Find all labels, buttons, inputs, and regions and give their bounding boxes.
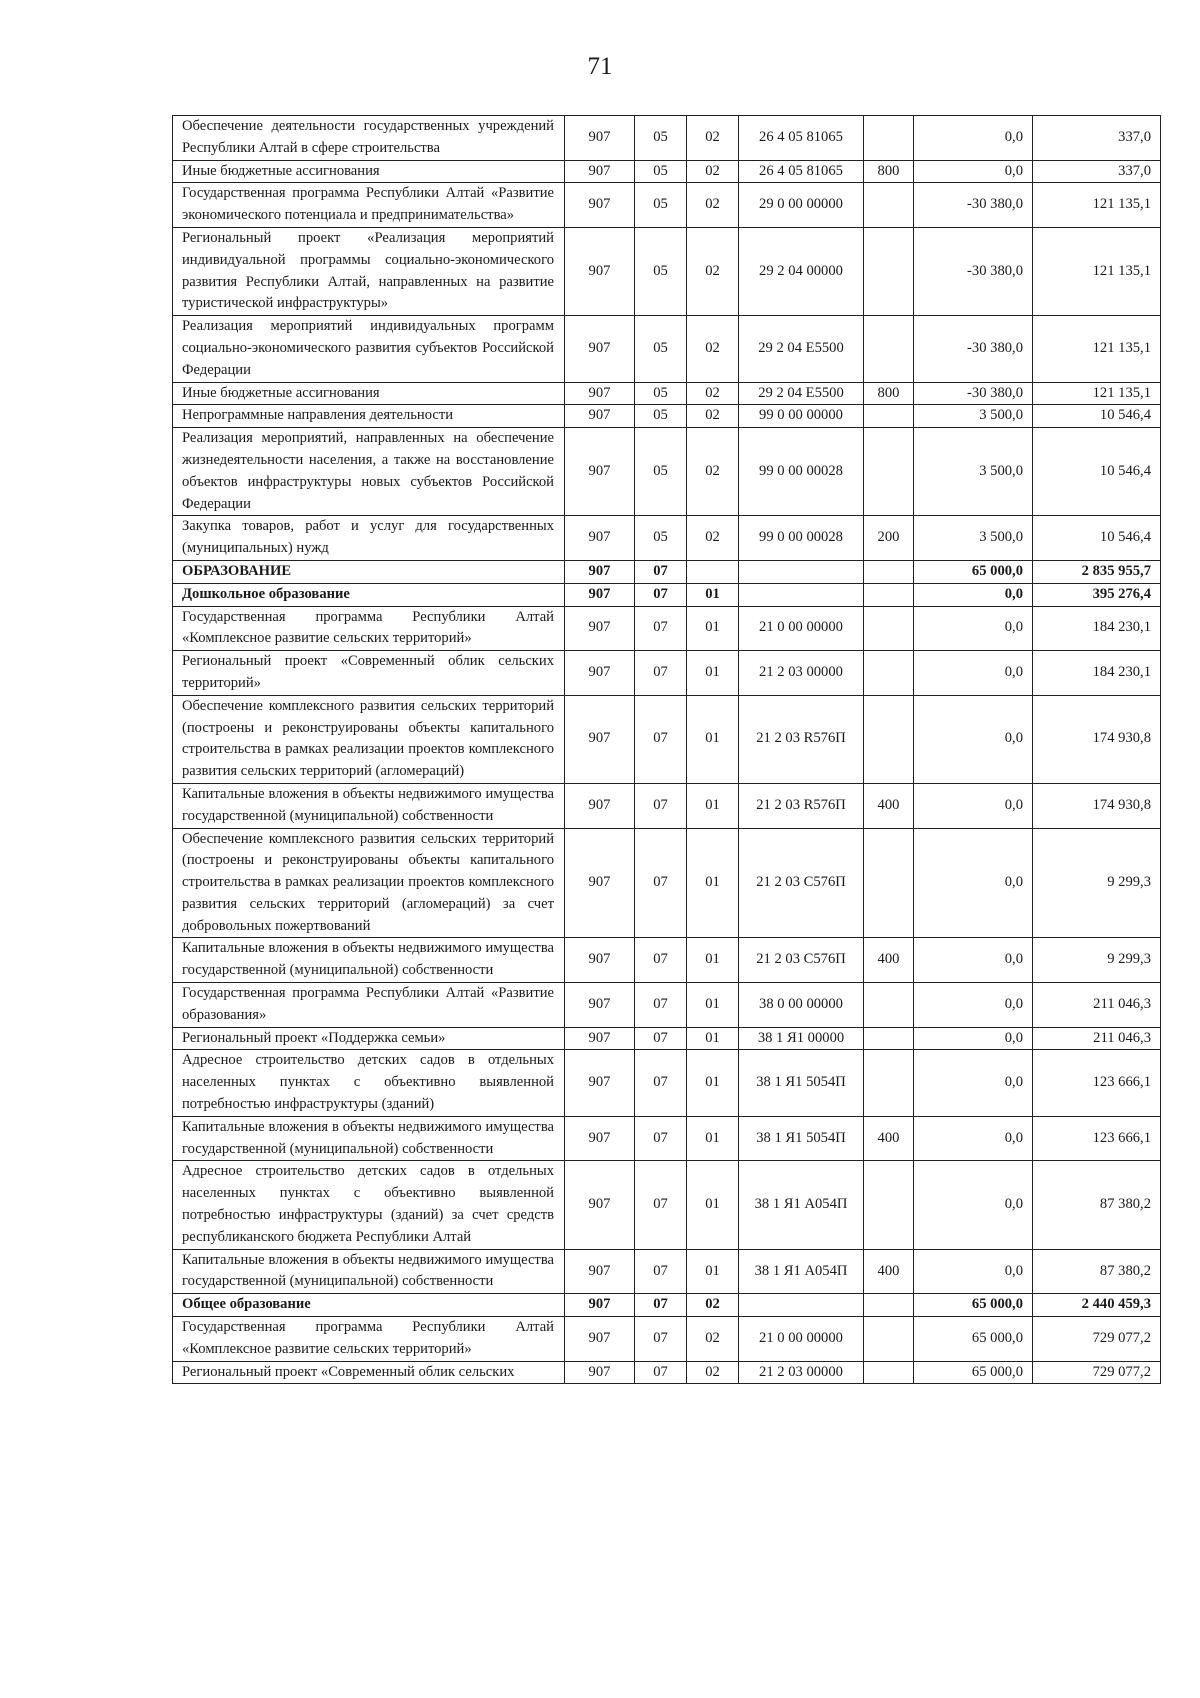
subsection-code-cell: 01 — [687, 1050, 739, 1116]
amount-total-cell: 123 666,1 — [1033, 1116, 1161, 1161]
item-name-cell: Государственная программа Республики Алтай «Развитие образования» — [173, 983, 565, 1028]
section-code-cell: 05 — [635, 227, 687, 315]
item-name-cell: Региональный проект «Современный облик сельских территорий» — [173, 651, 565, 696]
section-code-cell: 07 — [635, 1317, 687, 1362]
grbs-code-cell: 907 — [565, 1294, 635, 1317]
target-article-cell: 38 1 Я1 5054П — [739, 1050, 864, 1116]
amount-total-cell: 174 930,8 — [1033, 783, 1161, 828]
item-name-cell: Обеспечение комплексного развития сельских территорий (построены и реконструированы объекты капитального строительства в рамках реализации проектов комплексного развития сельских территорий (агломераций) — [173, 695, 565, 783]
target-article-cell: 29 0 00 00000 — [739, 183, 864, 228]
expense-type-cell — [864, 983, 914, 1028]
section-code-cell: 07 — [635, 583, 687, 606]
section-code-cell: 07 — [635, 938, 687, 983]
section-code-cell: 05 — [635, 160, 687, 183]
expense-type-cell: 800 — [864, 382, 914, 405]
amount-change-cell: 0,0 — [914, 1050, 1033, 1116]
section-code-cell: 07 — [635, 983, 687, 1028]
section-code-cell: 05 — [635, 316, 687, 382]
subsection-code-cell: 01 — [687, 695, 739, 783]
subsection-code-cell: 01 — [687, 606, 739, 651]
expense-type-cell — [864, 828, 914, 938]
amount-total-cell: 211 046,3 — [1033, 1027, 1161, 1050]
section-code-cell: 07 — [635, 560, 687, 583]
target-article-cell: 21 2 03 C576П — [739, 828, 864, 938]
expense-type-cell — [864, 1050, 914, 1116]
subsection-code-cell: 01 — [687, 1249, 739, 1294]
amount-total-cell: 121 135,1 — [1033, 316, 1161, 382]
amount-change-cell: 0,0 — [914, 938, 1033, 983]
section-code-cell: 05 — [635, 428, 687, 516]
target-article-cell: 21 2 03 R576П — [739, 695, 864, 783]
target-article-cell: 29 2 04 00000 — [739, 227, 864, 315]
expense-type-cell: 800 — [864, 160, 914, 183]
budget-table — [172, 115, 1161, 1384]
item-name-cell: Обеспечение комплексного развития сельских территорий (построены и реконструированы объекты капитального строительства в рамках реализации проектов комплексного развития сельских территорий (агломераций) за счет добровольных пожертвований — [173, 828, 565, 938]
grbs-code-cell: 907 — [565, 695, 635, 783]
table-row — [173, 316, 1161, 382]
grbs-code-cell: 907 — [565, 783, 635, 828]
target-article-cell: 38 1 Я1 A054П — [739, 1249, 864, 1294]
table-row — [173, 516, 1161, 561]
table-row — [173, 606, 1161, 651]
expense-type-cell — [864, 1161, 914, 1249]
section-code-cell: 07 — [635, 1116, 687, 1161]
table-row — [173, 1317, 1161, 1362]
amount-change-cell: -30 380,0 — [914, 382, 1033, 405]
target-article-cell: 38 1 Я1 A054П — [739, 1161, 864, 1249]
subsection-code-cell: 02 — [687, 227, 739, 315]
amount-total-cell: 9 299,3 — [1033, 828, 1161, 938]
item-name-cell: Реализация мероприятий индивидуальных программ социально-экономического развития субъектов Российской Федерации — [173, 316, 565, 382]
amount-total-cell: 337,0 — [1033, 160, 1161, 183]
subsection-code-cell: 01 — [687, 651, 739, 696]
item-name-cell: Региональный проект «Реализация мероприятий индивидуальной программы социально-экономического развития Республики Алтай, направленных на развитие туристической инфраструктуры» — [173, 227, 565, 315]
target-article-cell: 26 4 05 81065 — [739, 160, 864, 183]
amount-change-cell: 0,0 — [914, 828, 1033, 938]
grbs-code-cell: 907 — [565, 560, 635, 583]
amount-change-cell: 65 000,0 — [914, 1294, 1033, 1317]
target-article-cell — [739, 560, 864, 583]
expense-type-cell: 400 — [864, 1249, 914, 1294]
expense-type-cell — [864, 1317, 914, 1362]
amount-change-cell: 0,0 — [914, 1161, 1033, 1249]
item-name-cell: Обеспечение деятельности государственных учреждений Республики Алтай в сфере строительства — [173, 116, 565, 161]
target-article-cell: 99 0 00 00028 — [739, 516, 864, 561]
subsection-code-cell: 01 — [687, 1116, 739, 1161]
grbs-code-cell: 907 — [565, 1249, 635, 1294]
expense-type-cell — [864, 316, 914, 382]
section-code-cell: 07 — [635, 1050, 687, 1116]
expense-type-cell — [864, 1027, 914, 1050]
table-row — [173, 1116, 1161, 1161]
amount-total-cell: 337,0 — [1033, 116, 1161, 161]
target-article-cell — [739, 583, 864, 606]
subsection-code-cell: 01 — [687, 938, 739, 983]
item-name-cell: Реализация мероприятий, направленных на обеспечение жизнедеятельности населения, а также на восстановление объектов инфраструктуры новых субъектов Российской Федерации — [173, 428, 565, 516]
subsection-code-cell: 01 — [687, 783, 739, 828]
table-row — [173, 1161, 1161, 1249]
table-row — [173, 651, 1161, 696]
grbs-code-cell: 907 — [565, 828, 635, 938]
section-code-cell: 07 — [635, 1294, 687, 1317]
target-article-cell: 29 2 04 E5500 — [739, 382, 864, 405]
section-code-cell: 07 — [635, 1027, 687, 1050]
table-row — [173, 583, 1161, 606]
target-article-cell: 38 0 00 00000 — [739, 983, 864, 1028]
page-number: 71 — [587, 53, 613, 80]
section-code-cell: 05 — [635, 183, 687, 228]
grbs-code-cell: 907 — [565, 983, 635, 1028]
subsection-code-cell: 02 — [687, 1317, 739, 1362]
table-row — [173, 695, 1161, 783]
subsection-code-cell: 01 — [687, 1027, 739, 1050]
item-name-cell: Государственная программа Республики Алтай «Развитие экономического потенциала и предпринимательства» — [173, 183, 565, 228]
amount-total-cell: 184 230,1 — [1033, 651, 1161, 696]
amount-total-cell: 123 666,1 — [1033, 1050, 1161, 1116]
table-row — [173, 938, 1161, 983]
table-row — [173, 983, 1161, 1028]
amount-change-cell: 0,0 — [914, 1116, 1033, 1161]
subsection-code-cell: 02 — [687, 382, 739, 405]
amount-change-cell: 0,0 — [914, 1027, 1033, 1050]
section-code-cell: 05 — [635, 405, 687, 428]
section-code-cell: 05 — [635, 516, 687, 561]
amount-total-cell: 211 046,3 — [1033, 983, 1161, 1028]
amount-total-cell: 184 230,1 — [1033, 606, 1161, 651]
amount-change-cell: -30 380,0 — [914, 316, 1033, 382]
section-code-cell: 05 — [635, 116, 687, 161]
section-code-cell: 07 — [635, 651, 687, 696]
grbs-code-cell: 907 — [565, 583, 635, 606]
section-code-cell: 07 — [635, 1361, 687, 1384]
item-name-cell: Региональный проект «Современный облик сельских — [173, 1361, 565, 1384]
grbs-code-cell: 907 — [565, 227, 635, 315]
grbs-code-cell: 907 — [565, 606, 635, 651]
target-article-cell: 38 1 Я1 5054П — [739, 1116, 864, 1161]
expense-type-cell — [864, 651, 914, 696]
amount-total-cell: 121 135,1 — [1033, 382, 1161, 405]
amount-total-cell: 121 135,1 — [1033, 227, 1161, 315]
expense-type-cell — [864, 183, 914, 228]
grbs-code-cell: 907 — [565, 183, 635, 228]
subsection-code-cell: 02 — [687, 428, 739, 516]
grbs-code-cell: 907 — [565, 316, 635, 382]
expense-type-cell — [864, 560, 914, 583]
grbs-code-cell: 907 — [565, 405, 635, 428]
target-article-cell: 21 0 00 00000 — [739, 606, 864, 651]
target-article-cell: 21 0 00 00000 — [739, 1317, 864, 1362]
amount-total-cell: 395 276,4 — [1033, 583, 1161, 606]
table-row — [173, 160, 1161, 183]
grbs-code-cell: 907 — [565, 1116, 635, 1161]
table-row — [173, 828, 1161, 938]
expense-type-cell — [864, 583, 914, 606]
item-name-cell: Государственная программа Республики Алтай «Комплексное развитие сельских территорий» — [173, 1317, 565, 1362]
subsection-code-cell — [687, 560, 739, 583]
table-row — [173, 560, 1161, 583]
table-row — [173, 405, 1161, 428]
expense-type-cell — [864, 428, 914, 516]
expense-type-cell — [864, 1294, 914, 1317]
item-name-cell: Дошкольное образование — [173, 583, 565, 606]
amount-change-cell: 0,0 — [914, 695, 1033, 783]
target-article-cell: 21 2 03 00000 — [739, 1361, 864, 1384]
expense-type-cell — [864, 695, 914, 783]
expense-type-cell — [864, 606, 914, 651]
subsection-code-cell: 02 — [687, 405, 739, 428]
table-row — [173, 382, 1161, 405]
amount-total-cell: 10 546,4 — [1033, 428, 1161, 516]
subsection-code-cell: 01 — [687, 583, 739, 606]
subsection-code-cell: 02 — [687, 516, 739, 561]
grbs-code-cell: 907 — [565, 651, 635, 696]
amount-change-cell: 65 000,0 — [914, 1317, 1033, 1362]
target-article-cell — [739, 1294, 864, 1317]
table-row — [173, 1361, 1161, 1384]
section-code-cell: 05 — [635, 382, 687, 405]
expense-type-cell: 400 — [864, 783, 914, 828]
subsection-code-cell: 02 — [687, 1294, 739, 1317]
subsection-code-cell: 02 — [687, 1361, 739, 1384]
target-article-cell: 21 2 03 00000 — [739, 651, 864, 696]
subsection-code-cell: 01 — [687, 1161, 739, 1249]
amount-change-cell: 65 000,0 — [914, 560, 1033, 583]
amount-change-cell: 0,0 — [914, 783, 1033, 828]
target-article-cell: 99 0 00 00028 — [739, 428, 864, 516]
amount-change-cell: 0,0 — [914, 983, 1033, 1028]
amount-total-cell: 729 077,2 — [1033, 1361, 1161, 1384]
item-name-cell: Иные бюджетные ассигнования — [173, 160, 565, 183]
amount-change-cell: 0,0 — [914, 116, 1033, 161]
expense-type-cell — [864, 1361, 914, 1384]
target-article-cell: 21 2 03 R576П — [739, 783, 864, 828]
amount-total-cell: 729 077,2 — [1033, 1317, 1161, 1362]
amount-change-cell: -30 380,0 — [914, 183, 1033, 228]
table-row — [173, 1249, 1161, 1294]
item-name-cell: Капитальные вложения в объекты недвижимого имущества государственной (муниципальной) собственности — [173, 783, 565, 828]
section-code-cell: 07 — [635, 695, 687, 783]
expense-type-cell: 400 — [864, 1116, 914, 1161]
table-row — [173, 227, 1161, 315]
amount-total-cell: 121 135,1 — [1033, 183, 1161, 228]
amount-total-cell: 2 440 459,3 — [1033, 1294, 1161, 1317]
subsection-code-cell: 02 — [687, 160, 739, 183]
item-name-cell: Капитальные вложения в объекты недвижимого имущества государственной (муниципальной) собственности — [173, 938, 565, 983]
expense-type-cell — [864, 116, 914, 161]
subsection-code-cell: 01 — [687, 983, 739, 1028]
item-name-cell: Общее образование — [173, 1294, 565, 1317]
item-name-cell: Адресное строительство детских садов в отдельных населенных пунктах с объективно выявленной потребностью инфраструктуры (зданий) за счет средств республиканского бюджета Республики Алтай — [173, 1161, 565, 1249]
grbs-code-cell: 907 — [565, 382, 635, 405]
expense-type-cell: 400 — [864, 938, 914, 983]
item-name-cell: Закупка товаров, работ и услуг для государственных (муниципальных) нужд — [173, 516, 565, 561]
amount-change-cell: -30 380,0 — [914, 227, 1033, 315]
amount-change-cell: 3 500,0 — [914, 405, 1033, 428]
amount-change-cell: 0,0 — [914, 606, 1033, 651]
table-body — [173, 116, 1161, 1384]
item-name-cell: Иные бюджетные ассигнования — [173, 382, 565, 405]
item-name-cell: Капитальные вложения в объекты недвижимого имущества государственной (муниципальной) собственности — [173, 1116, 565, 1161]
grbs-code-cell: 907 — [565, 1361, 635, 1384]
target-article-cell: 29 2 04 E5500 — [739, 316, 864, 382]
section-code-cell: 07 — [635, 1161, 687, 1249]
grbs-code-cell: 907 — [565, 938, 635, 983]
table-row — [173, 1027, 1161, 1050]
amount-total-cell: 174 930,8 — [1033, 695, 1161, 783]
item-name-cell: Адресное строительство детских садов в отдельных населенных пунктах с объективно выявленной потребностью инфраструктуры (зданий) — [173, 1050, 565, 1116]
amount-change-cell: 0,0 — [914, 583, 1033, 606]
table-row — [173, 116, 1161, 161]
expense-type-cell — [864, 405, 914, 428]
item-name-cell: Капитальные вложения в объекты недвижимого имущества государственной (муниципальной) собственности — [173, 1249, 565, 1294]
table-row — [173, 1294, 1161, 1317]
grbs-code-cell: 907 — [565, 516, 635, 561]
table-row — [173, 428, 1161, 516]
amount-change-cell: 65 000,0 — [914, 1361, 1033, 1384]
amount-total-cell: 2 835 955,7 — [1033, 560, 1161, 583]
target-article-cell: 38 1 Я1 00000 — [739, 1027, 864, 1050]
table-row — [173, 1050, 1161, 1116]
expense-type-cell — [864, 227, 914, 315]
subsection-code-cell: 02 — [687, 183, 739, 228]
item-name-cell: ОБРАЗОВАНИЕ — [173, 560, 565, 583]
table-row — [173, 783, 1161, 828]
amount-change-cell: 3 500,0 — [914, 516, 1033, 561]
section-code-cell: 07 — [635, 606, 687, 651]
amount-change-cell: 0,0 — [914, 1249, 1033, 1294]
amount-change-cell: 0,0 — [914, 160, 1033, 183]
amount-total-cell: 87 380,2 — [1033, 1249, 1161, 1294]
grbs-code-cell: 907 — [565, 1317, 635, 1362]
section-code-cell: 07 — [635, 783, 687, 828]
section-code-cell: 07 — [635, 1249, 687, 1294]
subsection-code-cell: 01 — [687, 828, 739, 938]
target-article-cell: 99 0 00 00000 — [739, 405, 864, 428]
target-article-cell: 21 2 03 C576П — [739, 938, 864, 983]
table-row — [173, 183, 1161, 228]
item-name-cell: Государственная программа Республики Алтай «Комплексное развитие сельских территорий» — [173, 606, 565, 651]
item-name-cell: Непрограммные направления деятельности — [173, 405, 565, 428]
amount-change-cell: 0,0 — [914, 651, 1033, 696]
subsection-code-cell: 02 — [687, 116, 739, 161]
grbs-code-cell: 907 — [565, 1161, 635, 1249]
amount-total-cell: 10 546,4 — [1033, 516, 1161, 561]
item-name-cell: Региональный проект «Поддержка семьи» — [173, 1027, 565, 1050]
target-article-cell: 26 4 05 81065 — [739, 116, 864, 161]
grbs-code-cell: 907 — [565, 1027, 635, 1050]
amount-total-cell: 87 380,2 — [1033, 1161, 1161, 1249]
grbs-code-cell: 907 — [565, 1050, 635, 1116]
amount-total-cell: 10 546,4 — [1033, 405, 1161, 428]
amount-total-cell: 9 299,3 — [1033, 938, 1161, 983]
grbs-code-cell: 907 — [565, 160, 635, 183]
grbs-code-cell: 907 — [565, 428, 635, 516]
grbs-code-cell: 907 — [565, 116, 635, 161]
expense-type-cell: 200 — [864, 516, 914, 561]
subsection-code-cell: 02 — [687, 316, 739, 382]
amount-change-cell: 3 500,0 — [914, 428, 1033, 516]
section-code-cell: 07 — [635, 828, 687, 938]
